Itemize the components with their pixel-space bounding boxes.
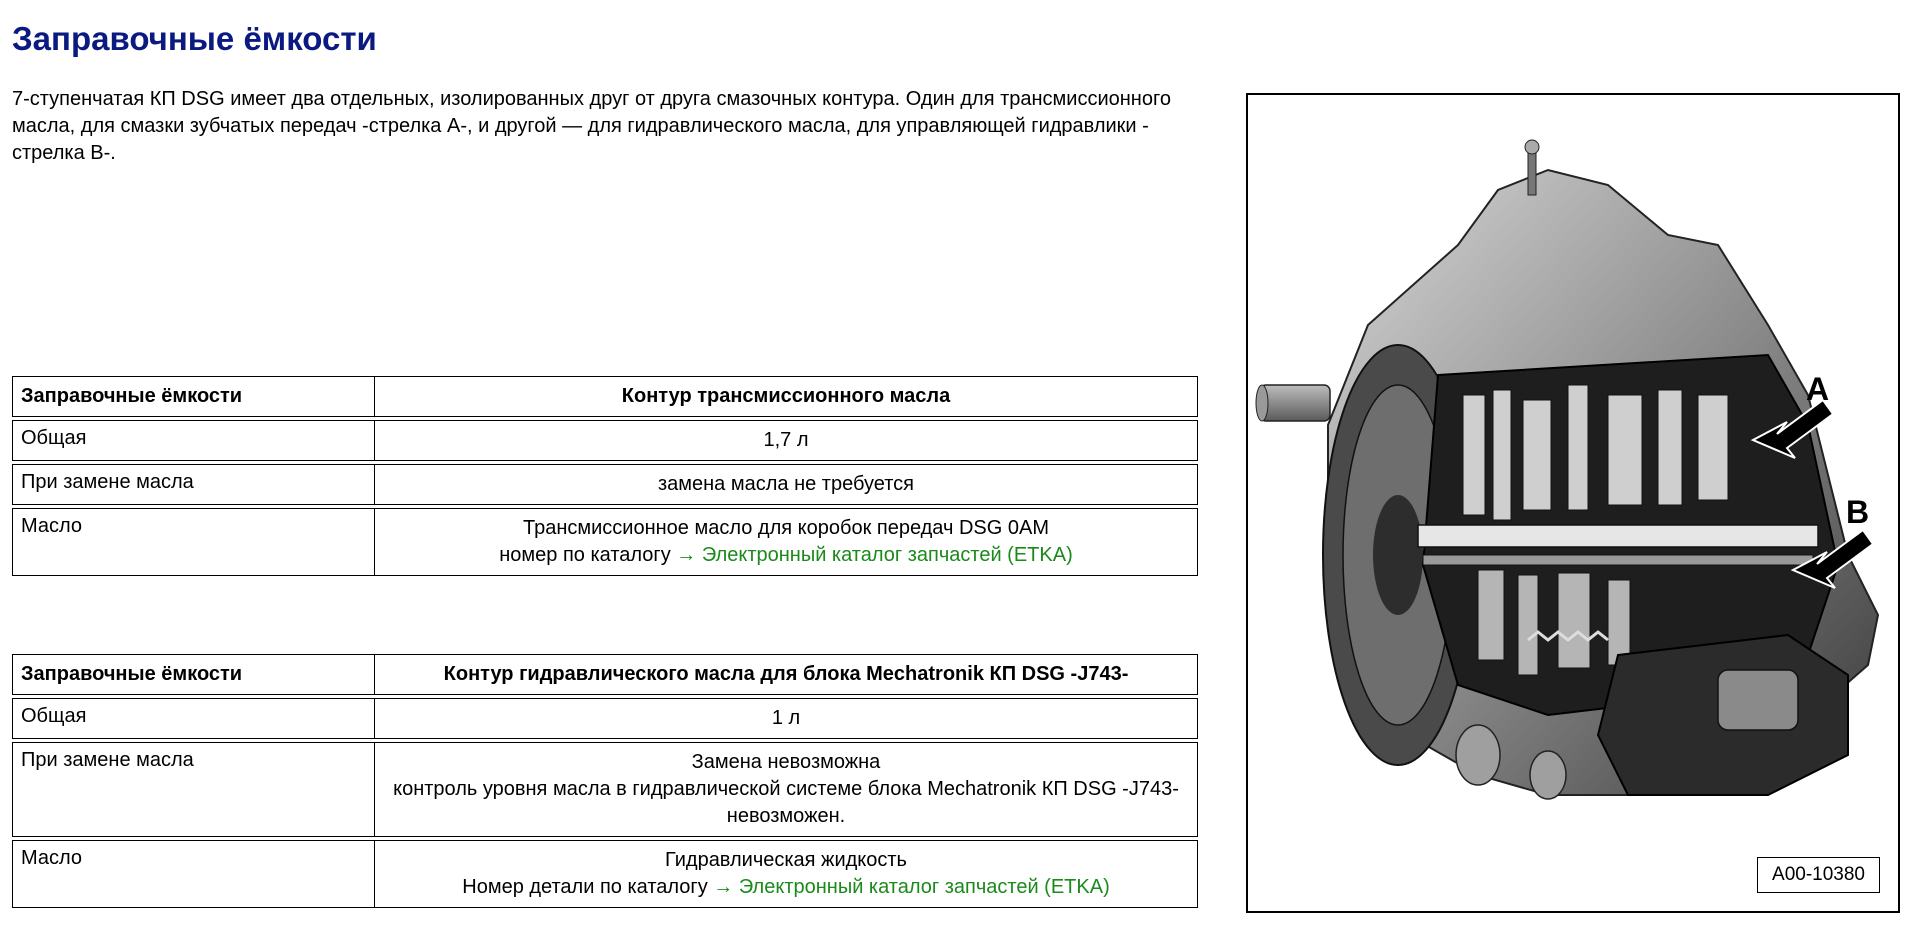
replacement-text: Замена невозможна: [691, 751, 881, 773]
row-label: Общая: [12, 420, 375, 461]
row-value: [375, 742, 1198, 837]
table-row: [12, 464, 1198, 505]
table-header-row: [12, 654, 1198, 695]
selector-knob-shape: [1525, 140, 1539, 154]
header-left: Заправочные ёмкости: [12, 654, 375, 695]
transmission-figure: [1246, 93, 1900, 913]
gear-shape: [1698, 395, 1728, 500]
shaft-end-shape: [1256, 385, 1268, 421]
table-row: [12, 508, 1198, 576]
intro-paragraph: 7-ступенчатая КП DSG имеет два отдельных, изолированных друг от друга смазочных контура. Один для трансмиссионного масла, для смазки зубчатых передач -стрелка A-, и другой — для гидравлического масла, для управляющей гидравлики - стрелка B-.: [12, 88, 1171, 164]
selector-rod-shape: [1528, 150, 1536, 195]
main-shaft-shape: [1418, 525, 1818, 547]
catalog-line: [383, 874, 1189, 901]
input-shaft-shape: [1260, 385, 1330, 421]
catalog-prefix: Номер детали по каталогу: [462, 876, 708, 898]
row-value: замена масла не требуется: [375, 464, 1198, 505]
header-left: Заправочные ёмкости: [12, 376, 375, 417]
mount-shape: [1530, 751, 1566, 799]
row-label: Масло: [12, 840, 375, 908]
gear-shape: [1523, 400, 1551, 510]
hub-shape: [1373, 495, 1423, 615]
gear-shape: [1518, 575, 1538, 675]
figure-code: A00-10380: [1757, 857, 1880, 893]
hydraulic-oil-table: [12, 651, 1198, 911]
mechatronik-cover-shape: [1718, 670, 1798, 730]
label-a: A: [1806, 371, 1830, 407]
row-value: [375, 840, 1198, 908]
transmission-oil-table: [12, 373, 1198, 579]
table-header-row: [12, 376, 1198, 417]
oil-type-text: Трансмиссионное масло для коробок передач DSG 0AM: [522, 517, 1049, 539]
gear-shape: [1608, 395, 1642, 505]
row-label: При замене масла: [12, 464, 375, 505]
table-row: [12, 742, 1198, 837]
header-right: Контур трансмиссионного масла: [375, 376, 1198, 417]
row-value: 1,7 л: [375, 420, 1198, 461]
table-row: [12, 840, 1198, 908]
table-row: [12, 698, 1198, 739]
row-label: При замене масла: [12, 742, 375, 837]
page-title: Заправочные ёмкости: [12, 20, 377, 57]
gearbox-illustration: [1248, 95, 1900, 913]
gear-shape: [1493, 390, 1511, 520]
secondary-shaft-shape: [1423, 555, 1813, 565]
label-b: B: [1846, 494, 1870, 530]
etka-catalog-link[interactable]: → Электронный каталог запчастей (ETKA): [713, 876, 1110, 898]
table-row: [12, 420, 1198, 461]
level-check-text: контроль уровня масла в гидравлической системе блока Mechatronik КП DSG -J743- невозможен.: [393, 778, 1179, 827]
gear-shape: [1463, 395, 1485, 515]
gear-shape: [1658, 390, 1682, 505]
mount-shape: [1456, 725, 1500, 785]
row-label: Масло: [12, 508, 375, 576]
gear-shape: [1568, 385, 1588, 510]
row-label: Общая: [12, 698, 375, 739]
etka-catalog-link[interactable]: → Электронный каталог запчастей (ETKA): [676, 544, 1073, 566]
gear-shape: [1608, 580, 1630, 665]
fluid-type-text: Гидравлическая жидкость: [665, 849, 907, 871]
row-value: 1 л: [375, 698, 1198, 739]
gear-shape: [1478, 570, 1504, 660]
header-right: Контур гидравлического масла для блока Mechatronik КП DSG -J743-: [375, 654, 1198, 695]
gear-shape: [1558, 573, 1590, 668]
catalog-line: [383, 542, 1189, 569]
row-value: [375, 508, 1198, 576]
catalog-prefix: номер по каталогу: [499, 544, 671, 566]
